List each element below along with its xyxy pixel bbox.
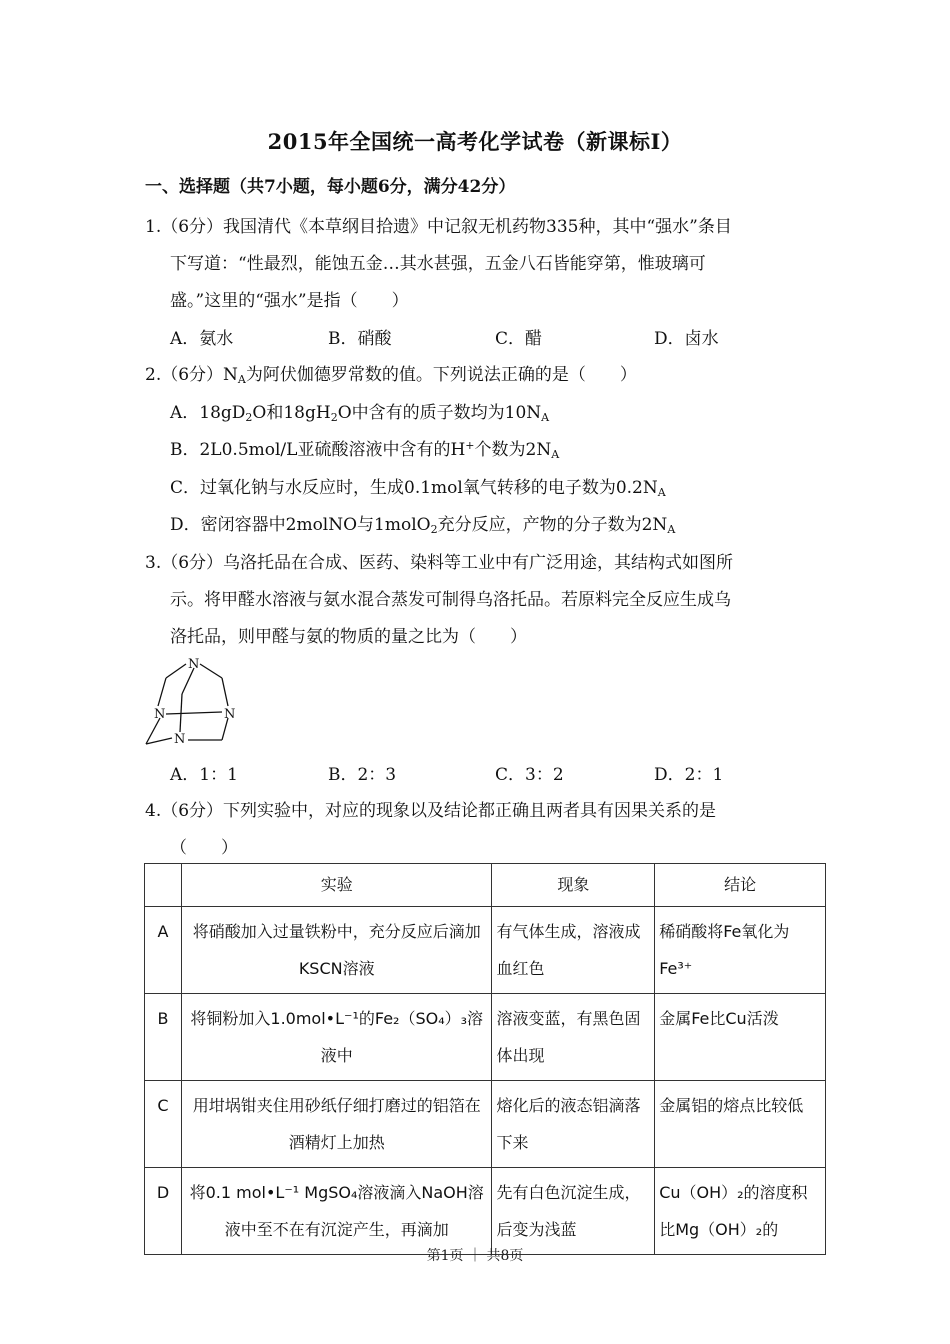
hexamine-structure-figure — [140, 650, 250, 750]
q1-line3: 盛。”这里的“强水”是指（ ） — [170, 291, 409, 311]
q2-option-c: C．过氧化钠与水反应时，生成0.1mol氧气转移的电子数为$0.2N_A$ — [170, 478, 666, 499]
table-row — [145, 1168, 826, 1255]
q1-line2: 下写道：“性最烈，能蚀五金…其水甚强，五金八石皆能穿第，惟玻璃可 — [170, 254, 706, 274]
q2-option-a: A．$18gD_2O$和$18gH_2O$中含有的质子数均为$10N_A$ — [170, 403, 550, 424]
phenomenon-cell: 先有白色沉淀生成，后变为浅蓝 — [492, 1168, 655, 1255]
q1-choice-b: B．硝酸 — [328, 329, 392, 349]
row-label: C — [145, 1081, 182, 1168]
table-header-row — [145, 864, 826, 907]
table-header-conclusion: 结论 — [655, 864, 826, 907]
q3-choice-c: C．3：2 — [495, 765, 564, 785]
q3-line1: 3.（6分）乌洛托品在合成、医药、染料等工业中有广泛用途，其结构式如图所 — [145, 553, 734, 573]
conclusion-cell: 金属铝的熔点比较低 — [655, 1081, 826, 1168]
atom-label-n-bottom: N — [174, 732, 186, 747]
experiment-table — [144, 863, 826, 1255]
row-label: A — [145, 907, 182, 994]
q3-choice-b: B．2：3 — [328, 765, 397, 785]
q1-choice-a: A．氨水 — [170, 329, 234, 349]
experiment-cell: 用坩埚钳夹住用砂纸仔细打磨过的铝箔在酒精灯上加热 — [181, 1081, 492, 1168]
experiment-cell: 将铜粉加入1.0mol•L⁻¹的Fe₂（SO₄）₃溶液中 — [181, 994, 492, 1081]
table-header-experiment: 实验 — [181, 864, 492, 907]
q3-choice-d: D．2：1 — [654, 765, 724, 785]
row-label: B — [145, 994, 182, 1081]
conclusion-cell: 稀硝酸将Fe氧化为Fe³⁺ — [655, 907, 826, 994]
phenomenon-cell: 熔化后的液态铝滴落下来 — [492, 1081, 655, 1168]
phenomenon-cell: 有气体生成，溶液成血红色 — [492, 907, 655, 994]
q2-option-b: B．2L0.5mol/L亚硫酸溶液中含有的H+个数为$2N_A$ — [170, 439, 560, 461]
section-heading: 一、选择题（共7小题，每小题6分，满分42分） — [145, 177, 516, 197]
experiment-cell: 将0.1 mol•L⁻¹ MgSO₄溶液滴入NaOH溶液中至不在有沉淀产生，再滴加 — [181, 1168, 492, 1255]
page-footer: 第1页 ｜ 共8页 — [426, 1248, 524, 1264]
atom-label-n-right: N — [224, 707, 236, 722]
q2-stem: 2.（6分）$N_A$为阿伏伽德罗常数的值。下列说法正确的是（ ） — [145, 365, 637, 386]
table-row — [145, 994, 826, 1081]
table-row — [145, 1081, 826, 1168]
q1-choice-c: C．醋 — [495, 329, 543, 349]
conclusion-cell: Cu（OH）₂的溶度积比Mg（OH）₂的 — [655, 1168, 826, 1255]
q2-option-d: D．密闭容器中2molNO与1molO$_2$充分反应，产物的分子数为$2N_A$ — [170, 515, 676, 536]
q4-line2: （ ） — [170, 838, 238, 858]
page-title: 2015年全国统一高考化学试卷（新课标I） — [267, 129, 683, 154]
conclusion-cell: 金属Fe比Cu活泼 — [655, 994, 826, 1081]
q4-line1: 4.（6分）下列实验中，对应的现象以及结论都正确且两者具有因果关系的是 — [145, 801, 717, 821]
experiment-cell: 将硝酸加入过量铁粉中，充分反应后滴加KSCN溶液 — [181, 907, 492, 994]
q3-line3: 洛托品，则甲醛与氨的物质的量之比为（ ） — [170, 627, 527, 647]
table-header-blank — [145, 864, 182, 907]
table-row — [145, 907, 826, 994]
q3-line2: 示。将甲醛水溶液与氨水混合蒸发可制得乌洛托品。若原料完全反应生成乌 — [170, 590, 731, 610]
atom-label-n-top: N — [188, 657, 200, 672]
row-label: D — [145, 1168, 182, 1255]
table-header-phenomenon: 现象 — [492, 864, 655, 907]
q1-choice-d: D．卤水 — [654, 329, 719, 349]
q3-choice-a: A．1：1 — [170, 765, 238, 785]
q1-line1: 1.（6分）我国清代《本草纲目拾遗》中记叙无机药物335种，其中“强水”条目 — [145, 217, 732, 237]
atom-label-n-left: N — [154, 707, 166, 722]
phenomenon-cell: 溶液变蓝，有黑色固体出现 — [492, 994, 655, 1081]
